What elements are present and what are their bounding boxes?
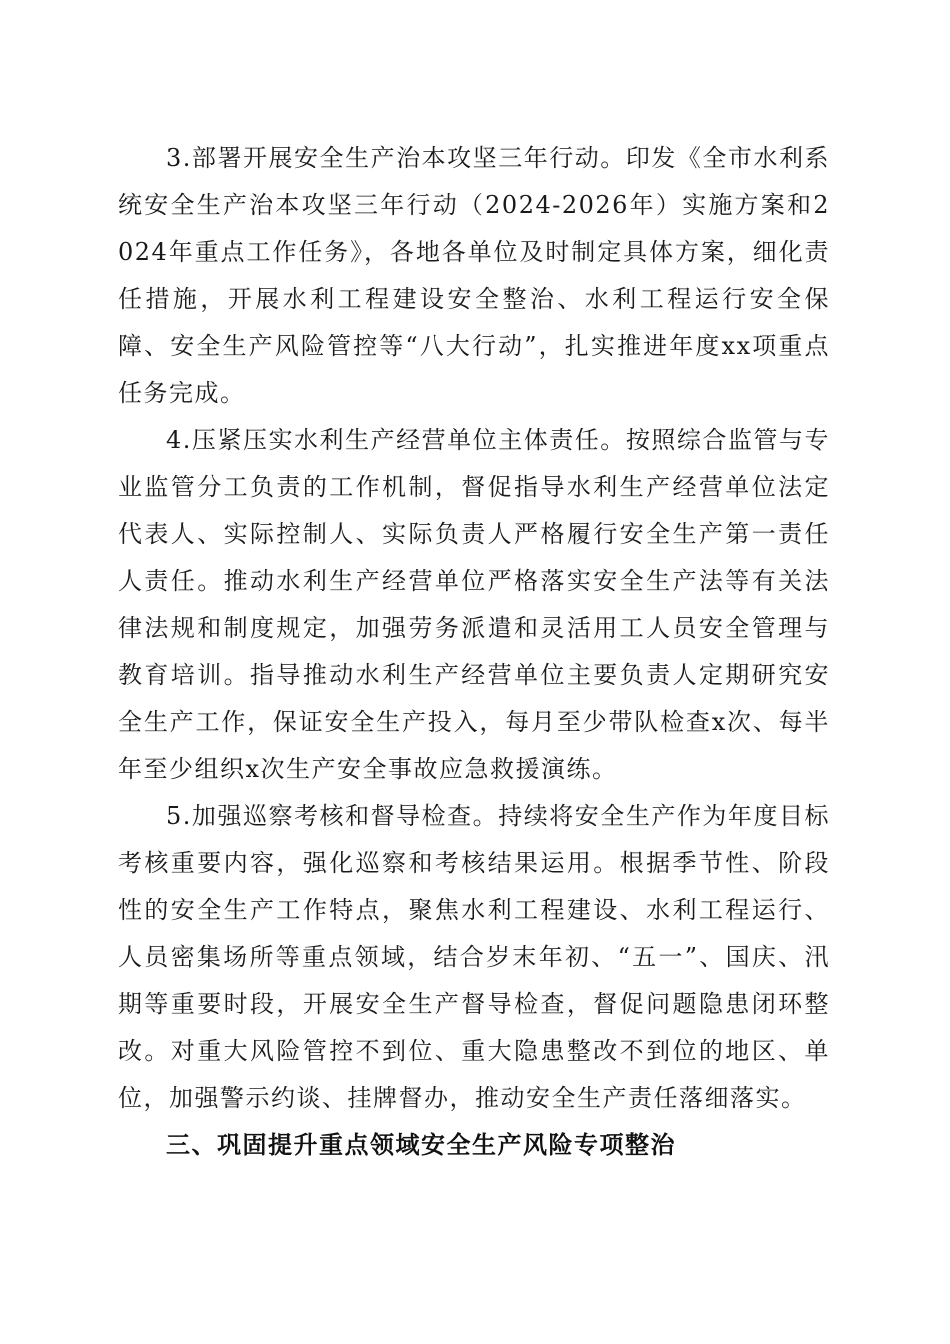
paragraph-item-4: 4.压紧压实水利生产经营单位主体责任。按照综合监管与专业监管分工负责的工作机制，督促指导水利生产经营单位法定代表人、实际控制人、实际负责人严格履行安全生产第一责任人责任。推动水利生产经营单位严格落实安全生产法等有关法律法规和制度规定，加强劳务派遣和灵活用工人员安全管理与教育培训。指导推动水利生产经营单位主要负责人定期研究安全生产工作，保证安全生产投入，每月至少带队检查x次、每半年至少组织x次生产安全事故应急救援演练。 bbox=[118, 426, 830, 783]
paragraph-item-5: 5.加强巡察考核和督导检查。持续将安全生产作为年度目标考核重要内容，强化巡察和考核结果运用。根据季节性、阶段性的安全生产工作特点，聚焦水利工程建设、水利工程运行、人员密集场所等重点领域，结合岁末年初、“五一”、国庆、汛期等重要时段，开展安全生产督导检查，督促问题隐患闭环整改。对重大风险管控不到位、重大隐患整改不到位的地区、单位，加强警示约谈、挂牌督办，推动安全生产责任落细落实。 bbox=[118, 802, 830, 1112]
document-body bbox=[118, 135, 830, 1169]
paragraph-item-3: 3.部署开展安全生产治本攻坚三年行动。印发《全市水利系统安全生产治本攻坚三年行动（2024-2026年）实施方案和2024年重点工作任务》，各地各单位及时制定具体方案，细化责任措施，开展水利工程建设安全整治、水利工程运行安全保障、安全生产风险管控等“八大行动”，扎实推进年度xx项重点任务完成。 bbox=[118, 144, 830, 407]
section-heading: 三、巩固提升重点领域安全生产风险专项整治 bbox=[166, 1131, 676, 1159]
